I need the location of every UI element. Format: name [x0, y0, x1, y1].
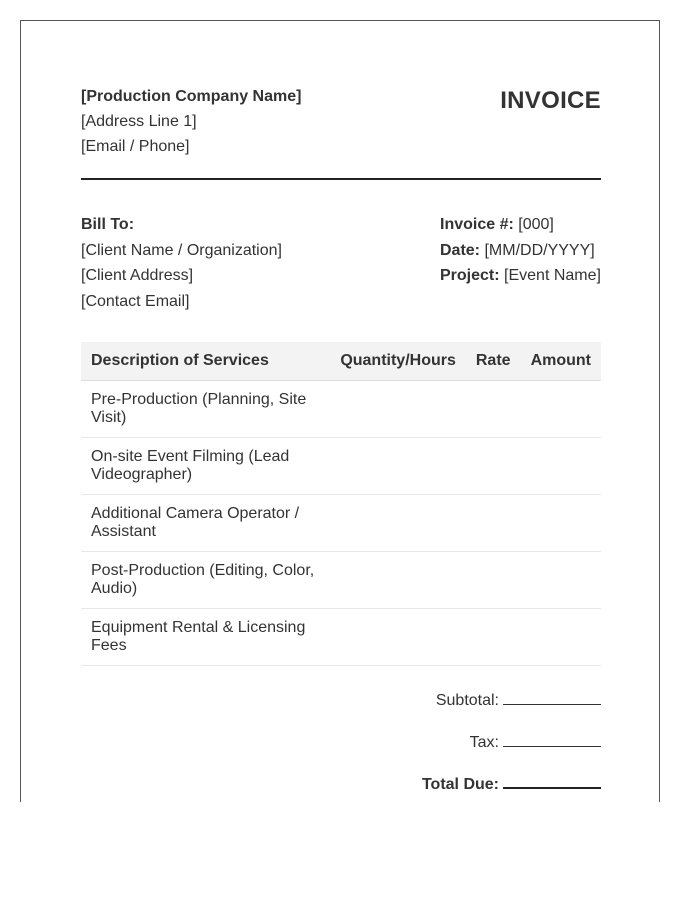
table-row [81, 609, 601, 666]
company-address: [Address Line 1] [81, 113, 197, 130]
company-name: [Production Company Name] [81, 88, 302, 105]
table-header-row [81, 342, 601, 381]
invoice-number-value: [000] [518, 216, 554, 233]
table-row [81, 438, 601, 495]
invoice-date-row [440, 238, 601, 264]
row-quantity [330, 609, 466, 666]
invoice-date-label: Date: [440, 241, 481, 259]
row-amount [521, 552, 601, 609]
row-quantity [330, 552, 466, 609]
subtotal-row [436, 690, 601, 710]
header-description: Description of Services [81, 342, 330, 381]
total-due-row [422, 773, 601, 794]
invoice-number-row [440, 212, 601, 238]
header-divider [81, 178, 601, 180]
row-description: Post-Production (Editing, Color, Audio) [81, 552, 330, 609]
table-row [81, 495, 601, 552]
invoice-page [20, 20, 660, 802]
row-amount [521, 438, 601, 495]
client-name: [Client Name / Organization] [81, 241, 282, 259]
row-description: On-site Event Filming (Lead Videographer) [81, 438, 330, 495]
invoice-meta [440, 212, 601, 289]
services-table [81, 342, 601, 666]
table-row [81, 381, 601, 438]
row-rate [466, 381, 521, 438]
row-rate [466, 552, 521, 609]
tax-row [470, 732, 601, 752]
row-quantity [330, 438, 466, 495]
client-email: [Contact Email] [81, 292, 190, 310]
invoice-title: INVOICE [500, 87, 601, 114]
bill-to-label: Bill To: [81, 216, 135, 233]
client-address: [Client Address] [81, 267, 194, 284]
project-row [440, 263, 601, 289]
row-description: Equipment Rental & Licensing Fees [81, 609, 330, 666]
row-description: Pre-Production (Planning, Site Visit) [81, 381, 330, 438]
table-row [81, 552, 601, 609]
row-rate [466, 438, 521, 495]
tax-label: Tax: [469, 734, 499, 751]
subtotal-label: Subtotal: [435, 692, 499, 709]
subtotal-blank [503, 690, 601, 705]
total-due-blank [503, 773, 601, 789]
company-info [81, 84, 301, 159]
row-amount [521, 495, 601, 552]
project-label: Project: [440, 267, 500, 284]
header-rate: Rate [466, 342, 521, 381]
row-rate [466, 609, 521, 666]
invoice-number-label: Invoice #: [440, 216, 514, 233]
row-amount [521, 609, 601, 666]
bill-to-block [81, 212, 282, 314]
tax-blank [503, 732, 601, 747]
row-amount [521, 381, 601, 438]
project-value: [Event Name] [504, 267, 601, 284]
header-quantity: Quantity/Hours [330, 342, 466, 381]
row-quantity [330, 495, 466, 552]
row-description: Additional Camera Operator / Assistant [81, 495, 330, 552]
row-quantity [330, 381, 466, 438]
row-rate [466, 495, 521, 552]
header-amount: Amount [521, 342, 601, 381]
total-due-label: Total Due: [421, 776, 499, 793]
invoice-date-value: [MM/DD/YYYY] [484, 241, 595, 259]
company-contact: [Email / Phone] [81, 138, 190, 155]
